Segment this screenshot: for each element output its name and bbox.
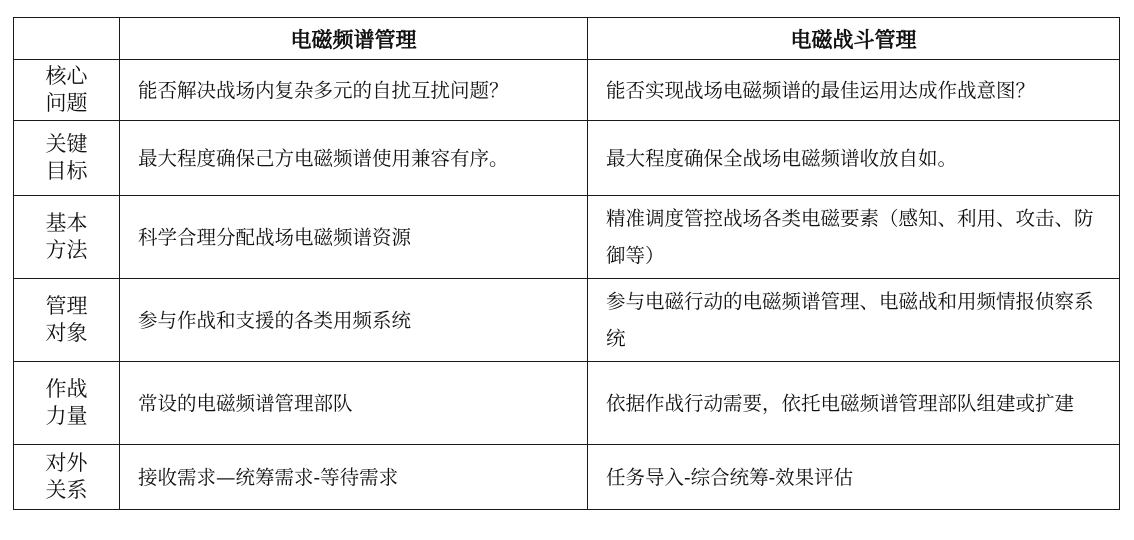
row-label-line1: 作战 (45, 377, 88, 401)
header-spectrum-management: 电磁频谱管理 (120, 18, 588, 60)
row-label-line2: 方法 (45, 238, 88, 262)
header-combat-management: 电磁战斗管理 (588, 18, 1120, 60)
cell-combat-key-goal: 最大程度确保全战场电磁频谱收放自如。 (588, 121, 1120, 196)
cell-combat-managed-objects: 参与电磁行动的电磁频谱管理、电磁战和用频情报侦察系统 (588, 279, 1120, 362)
row-label-line1: 基本 (45, 211, 88, 235)
row-label-line2: 关系 (45, 478, 88, 502)
row-label-line2: 力量 (45, 404, 88, 428)
cell-spectrum-external-relations: 接收需求—统筹需求-等待需求 (120, 445, 588, 510)
cell-spectrum-key-goal: 最大程度确保己方电磁频谱使用兼容有序。 (120, 121, 588, 196)
row-label-line2: 对象 (45, 321, 88, 345)
row-label-basic-method (14, 196, 120, 279)
cell-combat-core-question: 能否实现战场电磁频谱的最佳运用达成作战意图？ (588, 60, 1120, 121)
cell-combat-basic-method: 精准调度管控战场各类电磁要素（感知、利用、攻击、防御等） (588, 196, 1120, 279)
header-corner-cell (14, 18, 120, 60)
table-row-key-goal (14, 121, 1120, 196)
table-row-managed-objects (14, 279, 1120, 362)
row-label-line2: 目标 (45, 159, 88, 183)
cell-spectrum-managed-objects: 参与作战和支援的各类用频系统 (120, 279, 588, 362)
row-label-line2: 问题 (45, 91, 88, 115)
row-label-line1: 关键 (45, 132, 88, 156)
cell-spectrum-basic-method: 科学合理分配战场电磁频谱资源 (120, 196, 588, 279)
row-label-external-relations (14, 445, 120, 510)
table-header-row (14, 18, 1120, 60)
row-label-key-goal (14, 121, 120, 196)
row-label-core-question (14, 60, 120, 121)
row-label-line1: 核心 (45, 64, 88, 88)
table-row-basic-method (14, 196, 1120, 279)
cell-combat-combat-force: 依据作战行动需要，依托电磁频谱管理部队组建或扩建 (588, 362, 1120, 445)
row-label-line1: 管理 (45, 294, 88, 318)
cell-spectrum-combat-force: 常设的电磁频谱管理部队 (120, 362, 588, 445)
cell-spectrum-core-question: 能否解决战场内复杂多元的自扰互扰问题？ (120, 60, 588, 121)
comparison-table-container (13, 17, 1119, 510)
table-row-combat-force (14, 362, 1120, 445)
table-row-external-relations (14, 445, 1120, 510)
row-label-line1: 对外 (45, 451, 88, 475)
cell-combat-external-relations: 任务导入-综合统筹-效果评估 (588, 445, 1120, 510)
comparison-table (13, 17, 1120, 510)
table-row-core-question (14, 60, 1120, 121)
row-label-combat-force (14, 362, 120, 445)
row-label-managed-objects (14, 279, 120, 362)
